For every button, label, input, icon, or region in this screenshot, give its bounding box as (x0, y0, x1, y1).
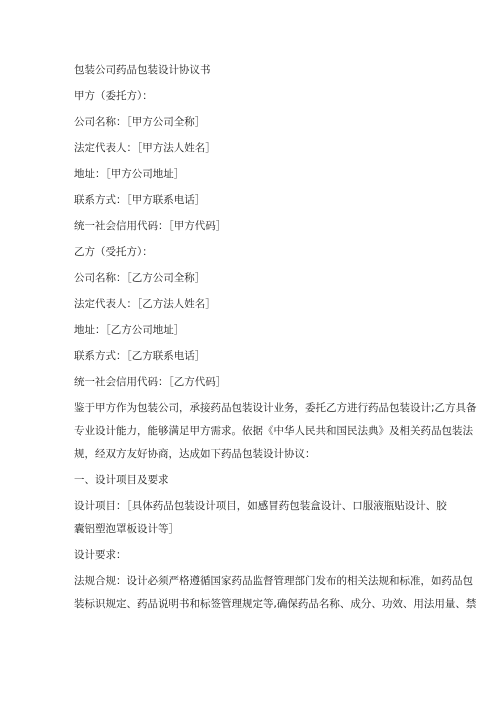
compliance-line: 法规合规：设计必须严格遵循国家药品监督管理部门发布的相关法规和标准，如药品包 (74, 575, 473, 587)
party-b-heading: 乙方（受托方）： (74, 246, 153, 258)
compliance-line: 装标识规定、药品说明书和标签管理规定等,确保药品名称、成分、功效、用法用量、禁 (74, 598, 477, 610)
design-project-line: 设计项目：［具体药品包装设计项目，如感冒药包装盒设计、口服液瓶贴设计、胶 (74, 500, 447, 512)
party-a-address: 地址：［甲方公司地址］ (74, 168, 185, 180)
preamble-line: 规，经双方友好协商，达成如下药品包装设计协议： (74, 448, 316, 460)
party-a-credit-code: 统一社会信用代码：［甲方代码］ (74, 220, 227, 232)
preamble-line: 鉴于甲方作为包装公司，承接药品包装设计业务，委托乙方进行药品包装设计;乙方具备 (74, 402, 477, 414)
party-b-company: 公司名称：［乙方公司全称］ (74, 272, 206, 284)
party-a-legal-rep: 法定代表人：［甲方法人姓名］ (74, 142, 216, 154)
design-project-paragraph (74, 500, 447, 536)
party-b-address: 地址：［乙方公司地址］ (74, 324, 185, 336)
party-b-legal-rep: 法定代表人：［乙方法人姓名］ (74, 298, 216, 310)
section-1-heading: 一、设计项目及要求 (74, 474, 169, 486)
party-b-contact: 联系方式：［乙方联系电话］ (74, 350, 206, 362)
design-requirements-heading: 设计要求： (74, 549, 127, 561)
party-b-credit-code: 统一社会信用代码：［乙方代码］ (74, 376, 227, 388)
preamble-line: 专业设计能力，能够满足甲方需求。依据《中华人民共和国民法典》及相关药品包装法 (74, 425, 473, 437)
preamble-paragraph (74, 402, 477, 461)
compliance-paragraph (74, 575, 477, 611)
party-a-heading: 甲方（委托方）： (74, 90, 153, 102)
document-title: 包装公司药品包装设计协议书 (74, 64, 211, 76)
party-a-contact: 联系方式：［甲方联系电话］ (74, 194, 206, 206)
design-project-line: 囊铝塑泡罩板设计等］ (74, 523, 179, 535)
party-a-company: 公司名称：［甲方公司全称］ (74, 116, 206, 128)
agreement-body (74, 64, 477, 624)
